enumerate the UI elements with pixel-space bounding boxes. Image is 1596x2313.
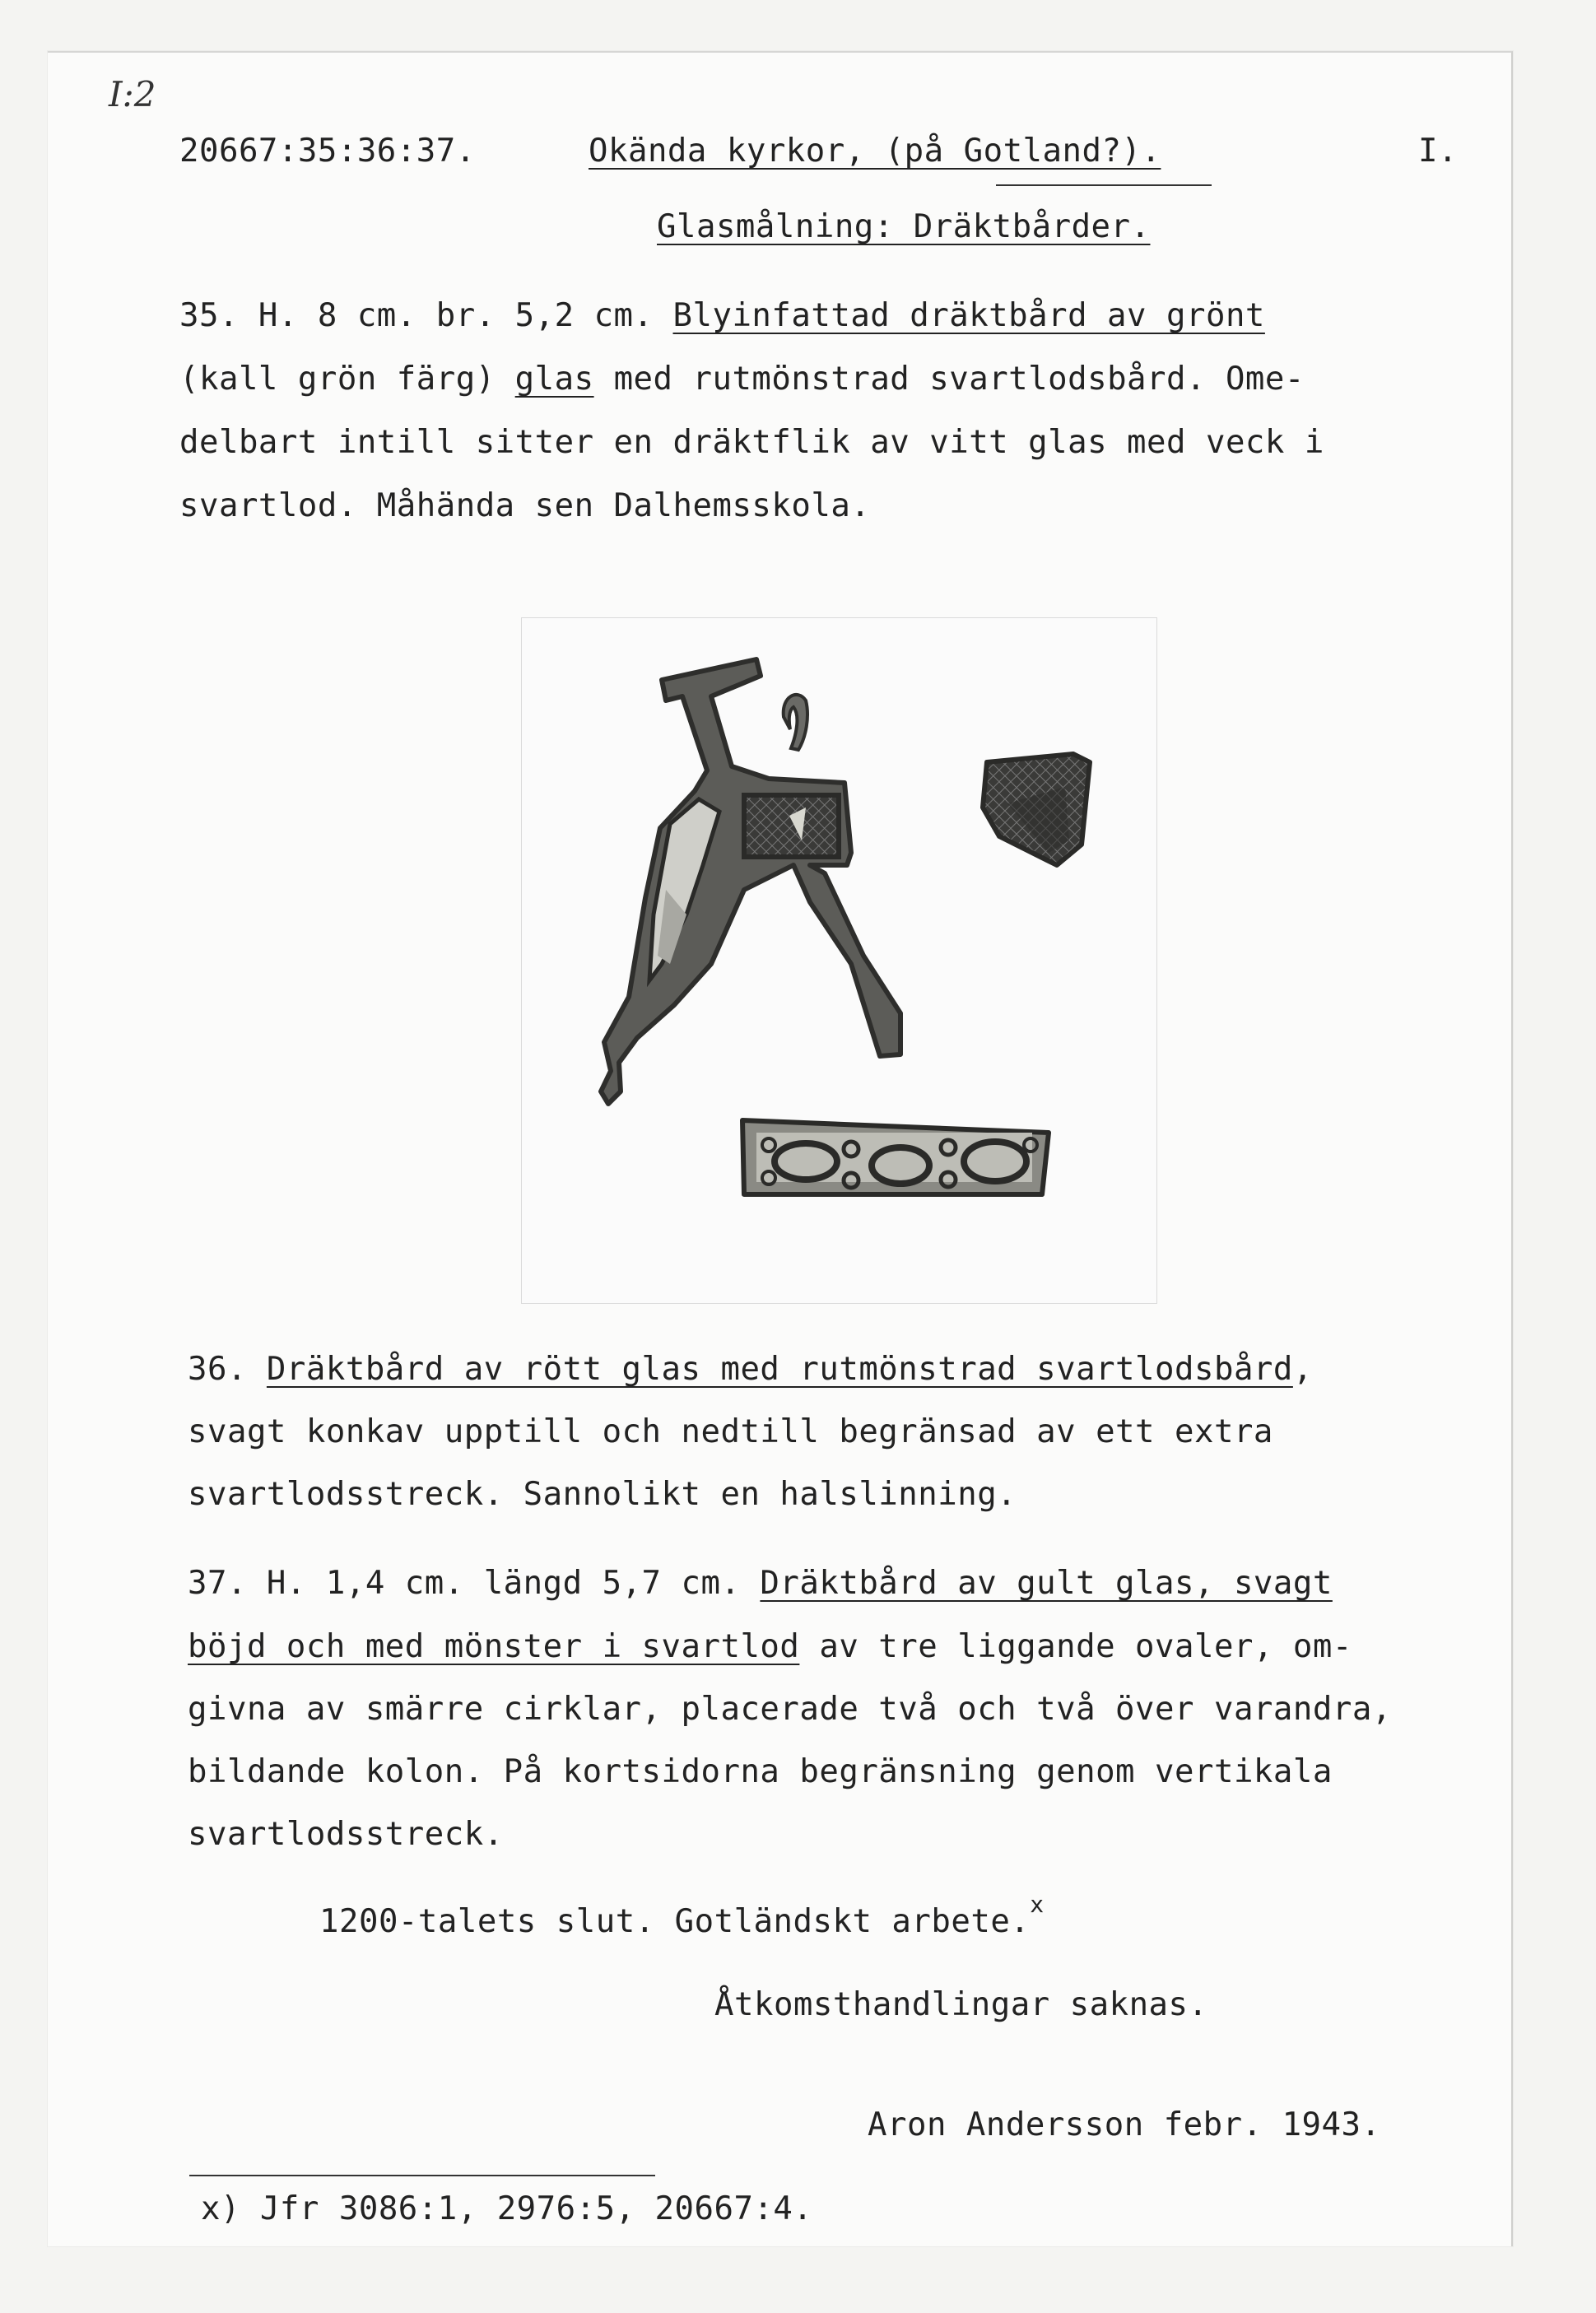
yellow-glass-fragment — [742, 1120, 1049, 1194]
artifact-photograph — [521, 617, 1157, 1304]
glass-fragments-image — [522, 618, 1156, 1303]
item-37-line-2 — [188, 1628, 1352, 1665]
item-35-heading-end: glas — [514, 361, 594, 398]
item-35-line-3: delbart intill sitter en dräktflik av vitt glas med veck i — [179, 424, 1324, 461]
item-36-comma: , — [1292, 1351, 1313, 1388]
item-35-line-1 — [179, 297, 1265, 334]
item-37-measurements: 37. H. 1,4 cm. längd 5,7 cm. — [188, 1565, 761, 1602]
signature-line: Aron Andersson febr. 1943. — [868, 2106, 1381, 2143]
dating-text: 1200-talets slut. Gotländskt arbete. — [319, 1903, 1031, 1940]
item-37-line-3: givna av smärre cirklar, placerade två och två över varandra, — [188, 1691, 1392, 1728]
item-35-heading: Blyinfattad dräktbård av grönt — [672, 297, 1265, 334]
item-37-line-4: bildande kolon. På kortsidorna begränsning genom vertikala — [188, 1753, 1333, 1790]
item-36-line-2: svagt konkav upptill och nedtill begränsad av ett extra — [188, 1413, 1273, 1450]
item-37-heading: Dräktbård av gult glas, svagt — [760, 1565, 1333, 1602]
item-36-line-1 — [188, 1351, 1313, 1388]
footnote-separator — [189, 2175, 655, 2176]
item-36-number: 36. — [188, 1351, 267, 1388]
item-35-line-2 — [179, 361, 1305, 398]
item-37-line-1 — [188, 1565, 1333, 1602]
item-37-line-5: svartlodsstreck. — [188, 1816, 504, 1853]
item-37-heading-end: böjd och med mönster i svartlod — [188, 1628, 800, 1665]
item-36-line-3: svartlodsstreck. Sannolikt en halslinning. — [188, 1476, 1017, 1513]
item-35-text: (kall grön färg) — [179, 361, 515, 398]
dating-line — [319, 1891, 1045, 1940]
item-35-measurements: 35. H. 8 cm. br. 5,2 cm. — [179, 297, 673, 334]
footnote: x) Jfr 3086:1, 2976:5, 20667:4. — [201, 2190, 813, 2227]
catalog-number: 20667:35:36:37. — [179, 133, 476, 170]
acquisition-note: Åtkomsthandlingar saknas. — [714, 1986, 1208, 2023]
item-35-line-4: svartlod. Måhända sen Dalhemsskola. — [179, 487, 871, 524]
item-35-text: med rutmönstrad svartlodsbård. Ome- — [593, 361, 1305, 398]
corner-note: I:2 — [109, 74, 156, 114]
card-subtitle: Glasmålning: Dräktbårder. — [657, 208, 1151, 245]
card-roman-numeral: I. — [1418, 133, 1458, 170]
title-underline — [996, 184, 1212, 186]
card-title: Okända kyrkor, (på Gotland?). — [589, 133, 1161, 170]
catalog-card — [48, 51, 1513, 2246]
footnote-mark: x — [1030, 1891, 1045, 1918]
item-37-text: av tre liggande ovaler, om- — [799, 1628, 1352, 1665]
item-36-heading: Dräktbård av rött glas med rutmönstrad svartlodsbård — [266, 1351, 1293, 1388]
